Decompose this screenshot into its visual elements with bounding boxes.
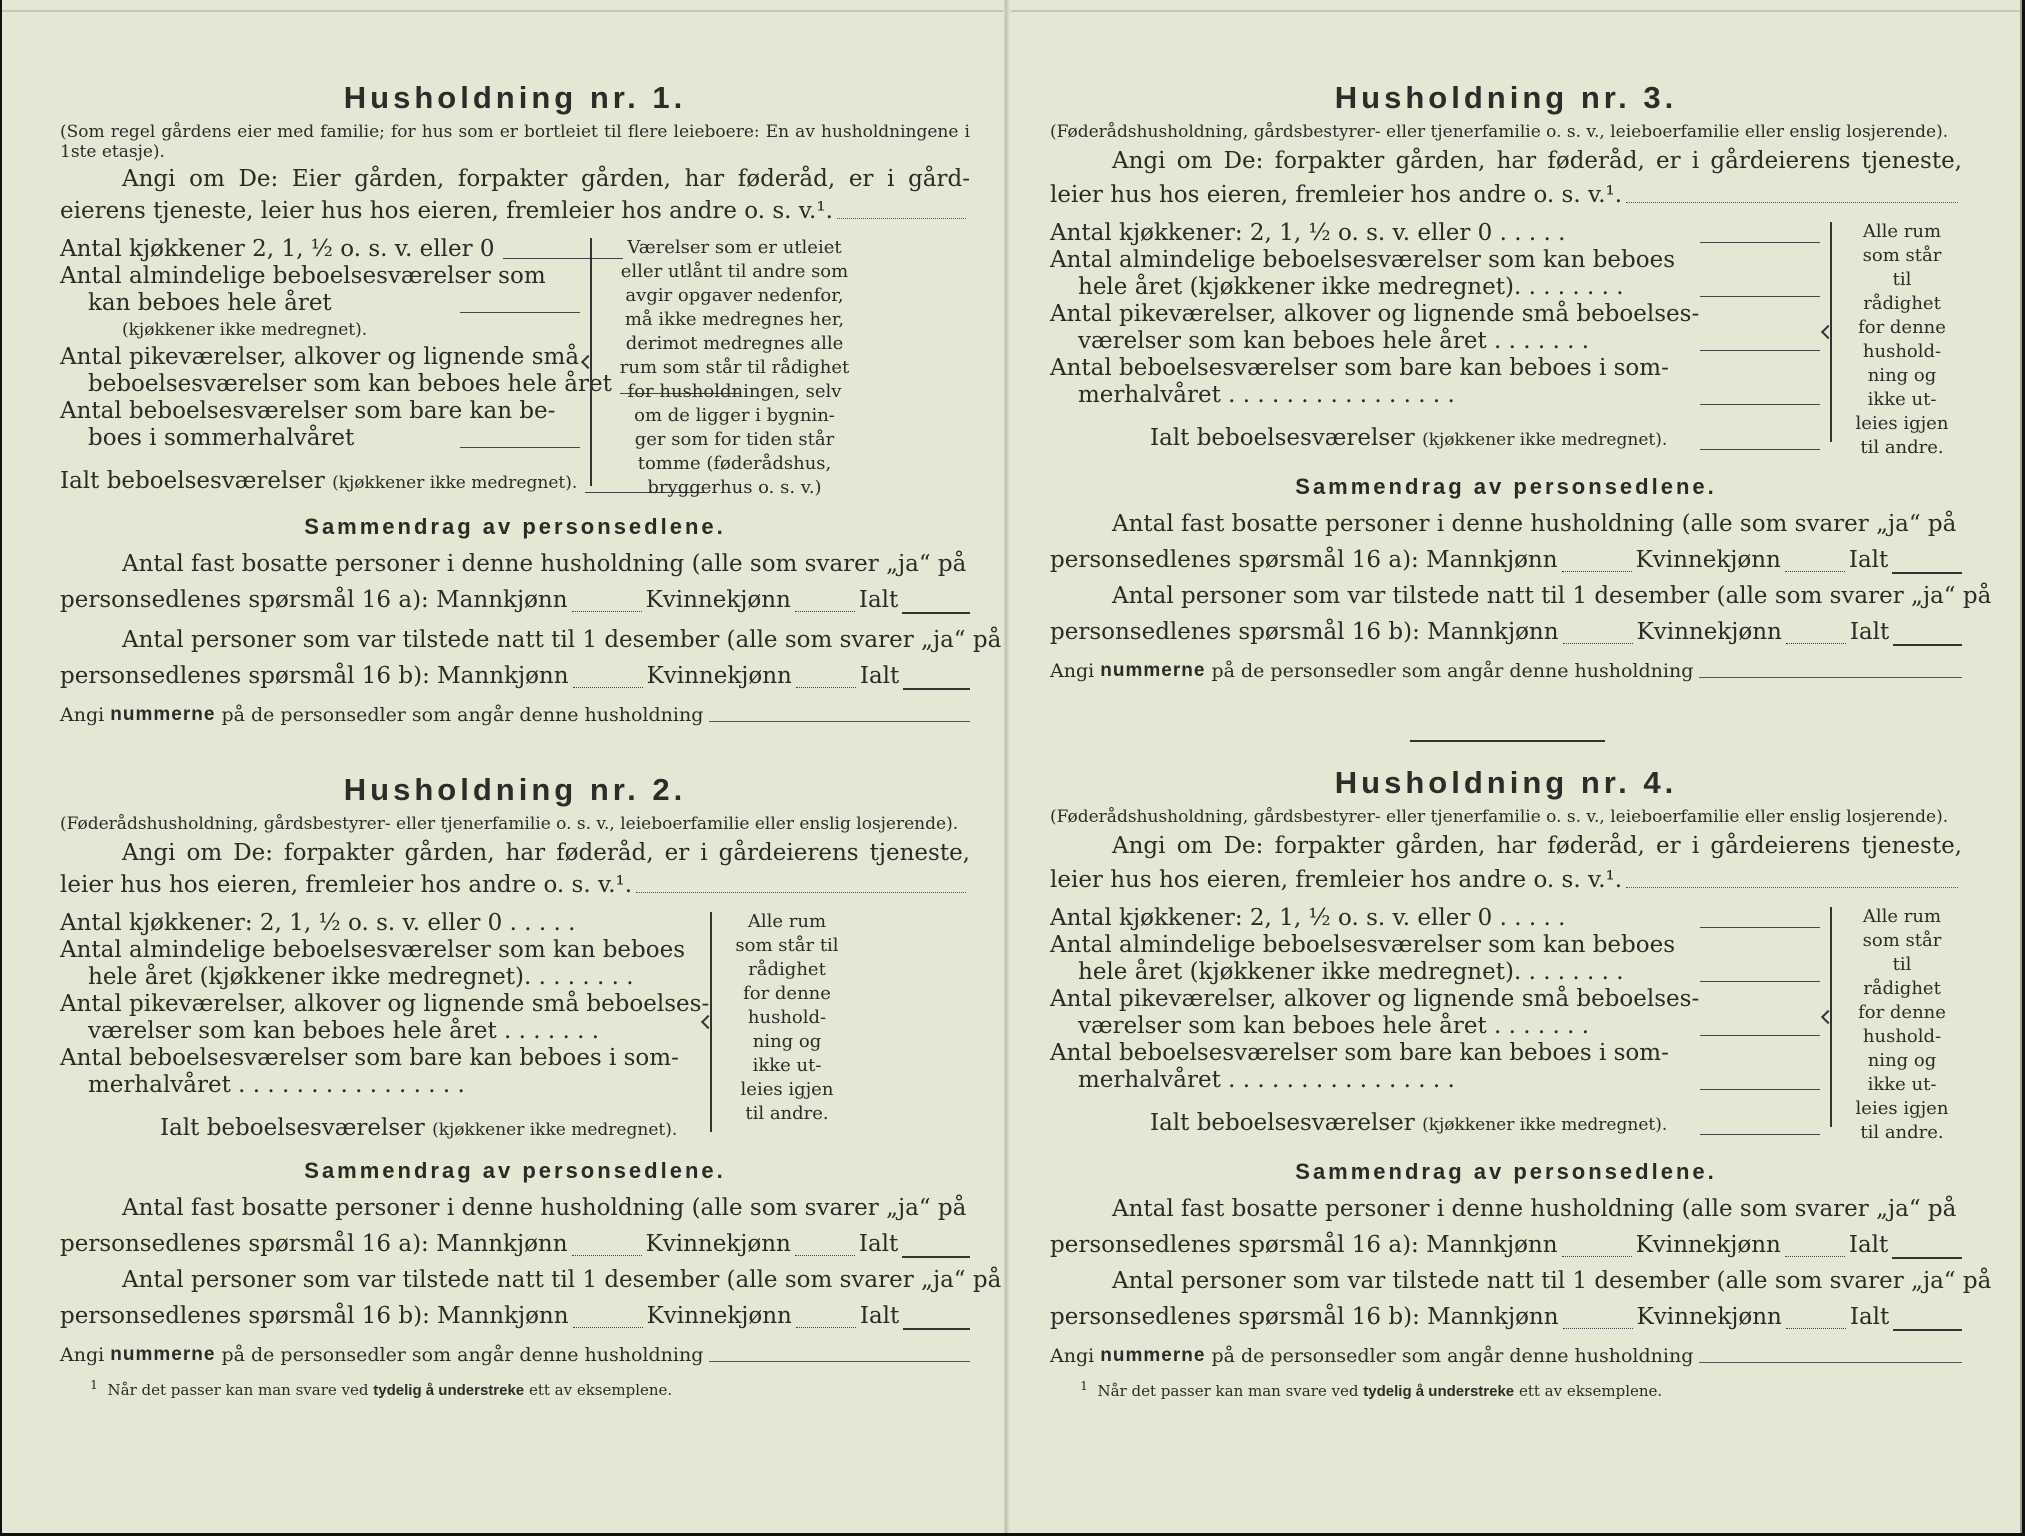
household-4-side-note: Alle rum som står til rådighet for denne hushold- ning og ikke ut- leies igjen til andre. (1855, 906, 1949, 1143)
summer-rooms-field[interactable] (460, 427, 580, 448)
footnote-right: $^1$ Når det passer kan man svare ved tydelig å understreke ett av eksemplene. (1080, 1378, 1663, 1400)
rooms-regular-line1: Antal almindelige beboelsesværelser som (60, 263, 546, 289)
household-4-question-line1: Angi om De: forpakter gården, har føderåd, er i gårdeierens tjeneste, (1112, 833, 1962, 859)
side-note-bracket (590, 238, 606, 486)
household-3-q16b: Antal personer som var tilstede natt til 1 desember (alle som svarer „ja“ på personsedlenes spørsmål 16 b): Mannkjønn Kvinnekjønn Ialt (1050, 583, 1992, 645)
rooms-maid-line2: beboelsesværelser som kan beboes hele året (60, 371, 580, 398)
household-4-q16b: Antal personer som var tilstede natt til 1 desember (alle som svarer „ja“ på personsedlenes spørsmål 16 b): Mannkjønn Kvinnekjønn Ialt (1050, 1268, 1992, 1330)
household-1-section (60, 80, 1002, 728)
h1-numbers-field[interactable] (709, 720, 970, 722)
household-1-q16a: Antal fast bosatte personer i denne husholdning (alle som svarer „ja“ på personsedlenes spørsmål 16 a): Mannkjønn Kvinnekjønn Ialt (60, 546, 970, 618)
household-4-summary-title: Sammendrag av personsedlene. (1295, 1159, 1717, 1184)
footnote-left: $^1$ Når det passer kan man svare ved tydelig å understreke ett av eksemplene. (90, 1377, 673, 1399)
household-3-question-row: leier hus hos eieren, fremleier hos andre o. s. v.¹. (1050, 182, 1962, 208)
left-page (60, 0, 1002, 1533)
household-2-numbers: Angi nummerne på de personsedler som angår denne husholdning (60, 1342, 970, 1368)
rooms-regular-note: (kjøkkener ikke medregnet). (122, 320, 368, 340)
page-fold (1003, 0, 1011, 1533)
h1-q16b-total-field[interactable] (903, 687, 970, 690)
rooms-total: Ialt beboelsesværelser (kjøkkener ikke medregnet). (60, 468, 580, 497)
household-1-q16b: Antal personer som var tilstede natt til 1 desember (alle som svarer „ja“ på personsedlenes spørsmål 16 b): Mannkjønn Kvinnekjønn Ialt (60, 627, 1002, 689)
household-1-question-row (60, 198, 970, 224)
household-2-note: (Føderådshusholdning, gårdsbestyrer- eller tjenerfamilie o. s. v., leieboerfamilie eller enslig losjerende). (60, 814, 959, 834)
h1-q16b-male-field[interactable] (573, 686, 643, 688)
household-4-status-field[interactable] (1626, 886, 1958, 888)
household-3-status-field[interactable] (1626, 201, 1958, 203)
rooms-maid-line1: Antal pikeværelser, alkover og lignende små (60, 344, 580, 370)
section-divider (1410, 740, 1605, 742)
h1-q16b-female-field[interactable] (796, 686, 856, 688)
household-1-summary-title: Sammendrag av personsedlene. (304, 514, 726, 539)
household-2-side-note: Alle rum som står til rådighet for denne hushold- ning og ikke ut- leies igjen til andre. (735, 911, 839, 1124)
household-3-note: (Føderådshusholdning, gårdsbestyrer- eller tjenerfamilie o. s. v., leieboerfamilie eller enslig losjerende). (1050, 122, 1949, 142)
household-3-title: Husholdning nr. 3. (1334, 80, 1678, 115)
rooms-kitchens: Antal kjøkkener 2, 1, ½ o. s. v. eller 0 (60, 236, 580, 263)
h1-q16a-female-field[interactable] (795, 610, 855, 612)
household-2-rooms: Antal kjøkkener: 2, 1, ½ o. s. v. eller 0 . . . . . Antal almindelige beboelsesværelser som kan beboes hele året (kjøkkener ikke medregnet). . . . . . . . Antal pikeværelser, alkover og lignende små beboelses- værelser som kan beboes hele året . . . . . . . Antal beboelsesværelser som bare kan beboes i som- merhalvåret . . . . . . . . . . . . . . . . Ialt beboelsesværelser (kjøkkener ikke medregnet). Alle rum som står til rådighet for denne hushold- ning og ikke ut- leies igjen til andre. (60, 910, 970, 1144)
household-3-rooms: Antal kjøkkener: 2, 1, ½ o. s. v. eller 0 . . . . . Antal almindelige beboelsesværelser som kan beboes hele året (kjøkkener ikke medregnet). . . . . . . . Antal pikeværelser, alkover og lignende små beboelses- værelser som kan beboes hele året . . . . . . . Antal beboelsesværelser som bare kan beboes i som- merhalvåret . . . . . . . . . . . . . . . . Ialt beboelsesværelser (kjøkkener ikke medregnet). Alle rum som står til rådighet for denne hushold- ning og ikke ut- leies igjen til andre. (1050, 220, 1962, 460)
household-1-title: Husholdning nr. 1. (343, 80, 687, 115)
household-1-numbers: Angi nummerne på de personsedler som angår denne husholdning (60, 702, 970, 728)
household-1-note: (Som regel gårdens eier med familie; for hus som er bortleiet til flere leieboere: En av husholdningene i 1ste etasje). (60, 122, 970, 162)
h1-q16a-male-field[interactable] (572, 610, 642, 612)
rooms-regular-line2: kan beboes hele året (60, 290, 580, 317)
household-3-q16a: Antal fast bosatte personer i denne husholdning (alle som svarer „ja“ på personsedlenes spørsmål 16 a): Mannkjønn Kvinnekjønn Ialt (1050, 506, 1962, 578)
household-2-section (60, 772, 1002, 1400)
household-2-q16b: Antal personer som var tilstede natt til 1 desember (alle som svarer „ja“ på personsedlenes spørsmål 16 b): Mannkjønn Kvinnekjønn Ialt (60, 1267, 1002, 1329)
household-3-section (1050, 80, 1992, 684)
household-2-q16a: Antal fast bosatte personer i denne husholdning (alle som svarer „ja“ på personsedlenes spørsmål 16 a): Mannkjønn Kvinnekjønn Ialt (60, 1190, 970, 1262)
household-4-title: Husholdning nr. 4. (1334, 765, 1678, 800)
household-4-question-row: leier hus hos eieren, fremleier hos andre o. s. v.¹. (1050, 867, 1962, 893)
h1-q16a-total-field[interactable] (902, 611, 970, 614)
regular-rooms-field[interactable] (460, 292, 580, 313)
household-1-rooms (60, 236, 970, 500)
household-3-side-note: Alle rum som står til rådighet for denne hushold- ning og ikke ut- leies igjen til andre. (1855, 221, 1949, 458)
household-2-question-row: leier hus hos eieren, fremleier hos andre o. s. v.¹. (60, 872, 970, 898)
household-4-note: (Føderådshusholdning, gårdsbestyrer- eller tjenerfamilie o. s. v., leieboerfamilie eller enslig losjerende). (1050, 807, 1949, 827)
household-2-summary-title: Sammendrag av personsedlene. (304, 1158, 726, 1183)
household-4-rooms: Antal kjøkkener: 2, 1, ½ o. s. v. eller 0 . . . . . Antal almindelige beboelsesværelser som kan beboes hele året (kjøkkener ikke medregnet). . . . . . . . Antal pikeværelser, alkover og lignende små beboelses- værelser som kan beboes hele året . . . . . . . Antal beboelsesværelser som bare kan beboes i som- merhalvåret . . . . . . . . . . . . . . . . Ialt beboelsesværelser (kjøkkener ikke medregnet). Alle rum som står til rådighet for denne hushold- ning og ikke ut- leies igjen til andre. (1050, 905, 1962, 1145)
rooms-summer-line1: Antal beboelsesværelser som bare kan be- (60, 398, 556, 424)
household-2-title: Husholdning nr. 2. (343, 772, 687, 807)
household-4-section (1050, 765, 1992, 1401)
household-3-summary-title: Sammendrag av personsedlene. (1295, 474, 1717, 499)
household-3-numbers: Angi nummerne på de personsedler som angår denne husholdning (1050, 658, 1962, 684)
household-1-question-line2: eierens tjeneste, leier hus hos eieren, fremleier hos andre o. s. v.¹. (60, 198, 833, 224)
census-form-sheet (2, 0, 2022, 1533)
household-2-status-field[interactable] (636, 891, 966, 893)
household-1-side-note: Værelser som er utleiet eller utlånt til andre som avgir opgaver nedenfor, må ikke medregnes her, derimot medregnes alle rum som står til rådighet for husholdningen, selv om de ligger i bygnin- ger som for tiden står tomme (føderådshus, bryggerhus o. s. v.) (619, 237, 850, 498)
household-3-question-line1: Angi om De: forpakter gården, har føderåd, er i gårdeierens tjeneste, (1112, 148, 1962, 174)
household-2-question-line1: Angi om De: forpakter gården, har føderåd, er i gårdeierens tjeneste, (122, 840, 970, 866)
household-1-status-field[interactable] (837, 217, 966, 219)
household-4-q16a: Antal fast bosatte personer i denne husholdning (alle som svarer „ja“ på personsedlenes spørsmål 16 a): Mannkjønn Kvinnekjønn Ialt (1050, 1191, 1962, 1263)
household-4-numbers: Angi nummerne på de personsedler som angår denne husholdning (1050, 1343, 1962, 1369)
rooms-summer-line2: boes i sommerhalvåret (60, 425, 580, 452)
household-1-question-line1: Angi om De: Eier gården, forpakter gården, har føderåd, er i gård- (122, 166, 970, 192)
right-page (1050, 0, 1992, 1533)
